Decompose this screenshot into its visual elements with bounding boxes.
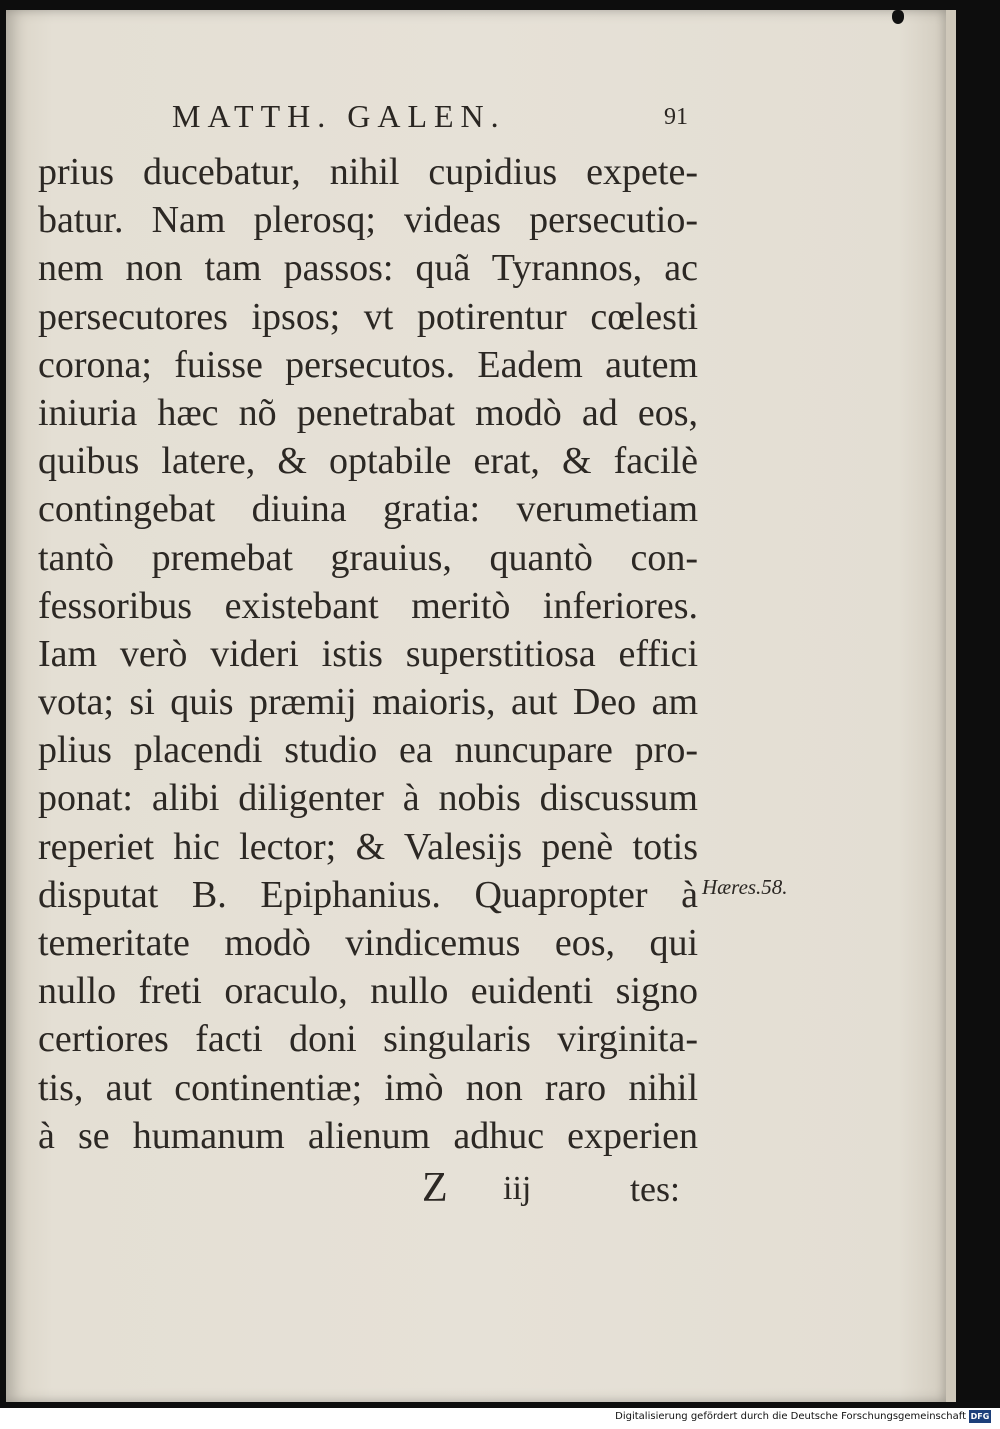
text-line: contingebat diuina gratia: verumetiam bbox=[38, 488, 698, 531]
text-line: fessoribus existebant meritò inferiores. bbox=[38, 584, 698, 627]
text-line: persecutores ipsos; vt potirentur cœlesti bbox=[38, 295, 698, 338]
dfg-logo: DFG bbox=[970, 1412, 990, 1421]
text-line: iniuria hæc nõ penetrabat modò ad eos, bbox=[38, 391, 698, 434]
text-line: disputat B. Epiphanius. Quapropter à bbox=[38, 873, 698, 916]
text-line: tis, aut continentiæ; imò non raro nihil bbox=[38, 1066, 698, 1109]
text-line: nem non tam passos: quã Tyrannos, ac bbox=[38, 247, 698, 290]
signature-number: iij bbox=[503, 1170, 532, 1207]
text-line: certiores facti doni singularis virginita- bbox=[38, 1018, 698, 1061]
text-line: plius placendi studio ea nuncupare pro- bbox=[38, 729, 698, 772]
text-line: batur. Nam plerosq; videas persecutio- bbox=[38, 199, 698, 242]
text-line: tantò premebat grauius, quantò con- bbox=[38, 536, 698, 579]
page-number: 91 bbox=[664, 104, 688, 130]
catch-line bbox=[0, 1164, 1000, 1214]
text-line: quibus latere, & optabile erat, & facilè bbox=[38, 440, 698, 483]
text-line: corona; fuisse persecutos. Eadem autem bbox=[38, 343, 698, 386]
text-line: ponat: alibi diligenter à nobis discussum bbox=[38, 777, 698, 820]
text-line: Iam verò videri istis superstitiosa effici bbox=[38, 632, 698, 675]
text-line: à se humanum alienum adhuc experien bbox=[38, 1114, 698, 1157]
catchword: tes: bbox=[630, 1169, 680, 1209]
text-line: prius ducebatur, nihil cupidius expete- bbox=[38, 151, 698, 193]
text-line: nullo freti oraculo, nullo euidenti signo bbox=[38, 970, 698, 1013]
signature-letter: Z bbox=[422, 1165, 448, 1211]
ink-spot bbox=[892, 10, 904, 24]
running-head bbox=[0, 98, 1000, 138]
body-text bbox=[38, 148, 698, 1160]
running-head-title: MATTH. GALEN. bbox=[172, 98, 506, 134]
text-line: vota; si quis præmij maioris, aut Deo am bbox=[38, 681, 698, 724]
digitization-credit: Digitalisierung gefördert durch die Deutsche Forschungsgemeinschaft bbox=[615, 1411, 966, 1422]
text-line: reperiet hic lector; & Valesijs penè totis bbox=[38, 825, 698, 868]
text-line: temeritate modò vindicemus eos, qui bbox=[38, 922, 698, 964]
marginal-note: Hæres.58. bbox=[702, 875, 788, 899]
